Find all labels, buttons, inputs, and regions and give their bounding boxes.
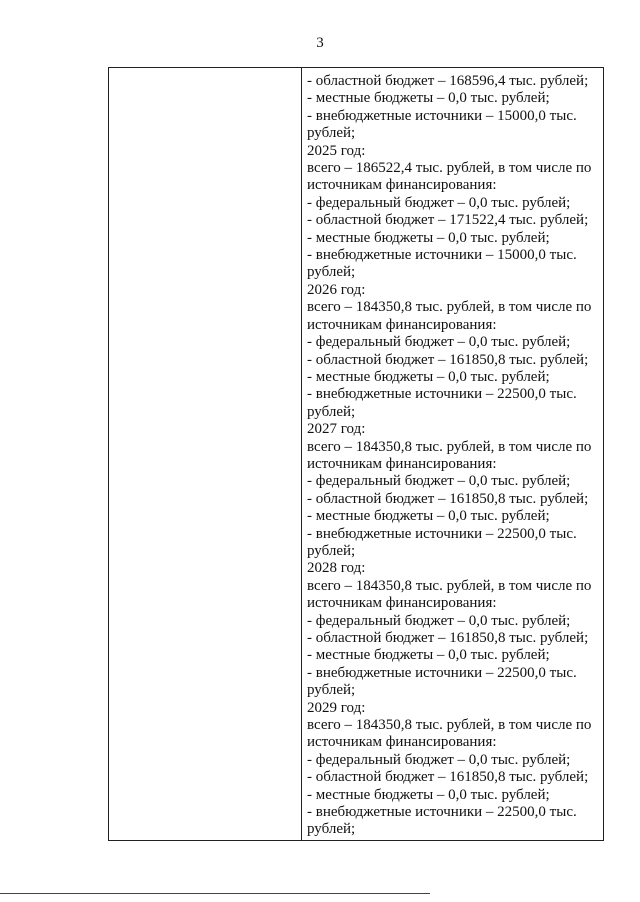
text-line: - областной бюджет – 171522,4 тыс. рублей; [307, 212, 589, 229]
text-line: - федеральный бюджет – 0,0 тыс. рублей; [307, 194, 571, 211]
text-line: рублей; [307, 264, 356, 281]
text-line: - внебюджетные источники – 22500,0 тыс. [307, 386, 577, 403]
table-left-cell [109, 68, 302, 840]
text-line: - федеральный бюджет – 0,0 тыс. рублей; [307, 473, 571, 490]
text-line: рублей; [307, 821, 356, 838]
text-line: - областной бюджет – 161850,8 тыс. рублей; [307, 630, 589, 646]
text-line: - областной бюджет – 161850,8 тыс. рублей; [307, 490, 589, 507]
text-line: - внебюджетные источники – 15000,0 тыс. [307, 107, 577, 124]
year-heading: 2027 год: [307, 421, 366, 438]
text-line: - федеральный бюджет – 0,0 тыс. рублей; [307, 751, 571, 768]
text-line: источникам финансирования: [307, 595, 497, 612]
text-line: рублей; [307, 682, 356, 699]
year-heading: 2025 год: [307, 142, 366, 159]
year-heading: 2026 год: [307, 281, 366, 298]
text-line: - местные бюджеты – 0,0 тыс. рублей; [307, 647, 550, 664]
text-line: - внебюджетные источники – 22500,0 тыс. [307, 525, 577, 542]
text-line: - внебюджетные источники – 22500,0 тыс. [307, 804, 577, 821]
text-line: - областной бюджет – 161850,8 тыс. рублей; [307, 351, 589, 368]
text-line: - федеральный бюджет – 0,0 тыс. рублей; [307, 334, 571, 351]
text-line: - местные бюджеты – 0,0 тыс. рублей; [307, 508, 550, 525]
text-line: рублей; [307, 542, 356, 559]
text-line: всего – 184350,8 тыс. рублей, в том числе по [307, 717, 592, 734]
text-line: всего – 184350,8 тыс. рублей, в том числе по [307, 299, 592, 316]
text-line: - федеральный бюджет – 0,0 тыс. рублей; [307, 612, 571, 629]
text-line: рублей; [307, 403, 356, 420]
text-line: всего – 184350,8 тыс. рублей, в том числе по [307, 438, 592, 455]
funding-table [108, 67, 604, 841]
page-number: 3 [316, 35, 324, 51]
text-line: источникам финансирования: [307, 177, 497, 194]
text-line: источникам финансирования: [307, 734, 497, 751]
text-line: - областной бюджет – 161850,8 тыс. рублей; [307, 769, 589, 786]
year-heading: 2029 год: [307, 699, 366, 716]
text-line: - внебюджетные источники – 15000,0 тыс. [307, 247, 577, 264]
text-line: всего – 184350,8 тыс. рублей, в том числе по [307, 577, 592, 594]
text-line: - областной бюджет – 168596,4 тыс. рублей; [307, 73, 589, 89]
text-line: всего – 186522,4 тыс. рублей, в том числе по [307, 160, 592, 177]
table-right-cell [302, 68, 603, 840]
text-line: - местные бюджеты – 0,0 тыс. рублей; [307, 229, 550, 246]
text-line: рублей; [307, 125, 356, 142]
footer-divider [0, 893, 430, 894]
text-line: источникам финансирования: [307, 316, 497, 333]
year-heading: 2028 год: [307, 560, 366, 577]
text-line: - местные бюджеты – 0,0 тыс. рублей; [307, 90, 550, 107]
text-line: источникам финансирования: [307, 455, 497, 472]
text-line: - внебюджетные источники – 22500,0 тыс. [307, 664, 577, 681]
text-line: - местные бюджеты – 0,0 тыс. рублей; [307, 368, 550, 385]
text-line: - местные бюджеты – 0,0 тыс. рублей; [307, 786, 550, 803]
